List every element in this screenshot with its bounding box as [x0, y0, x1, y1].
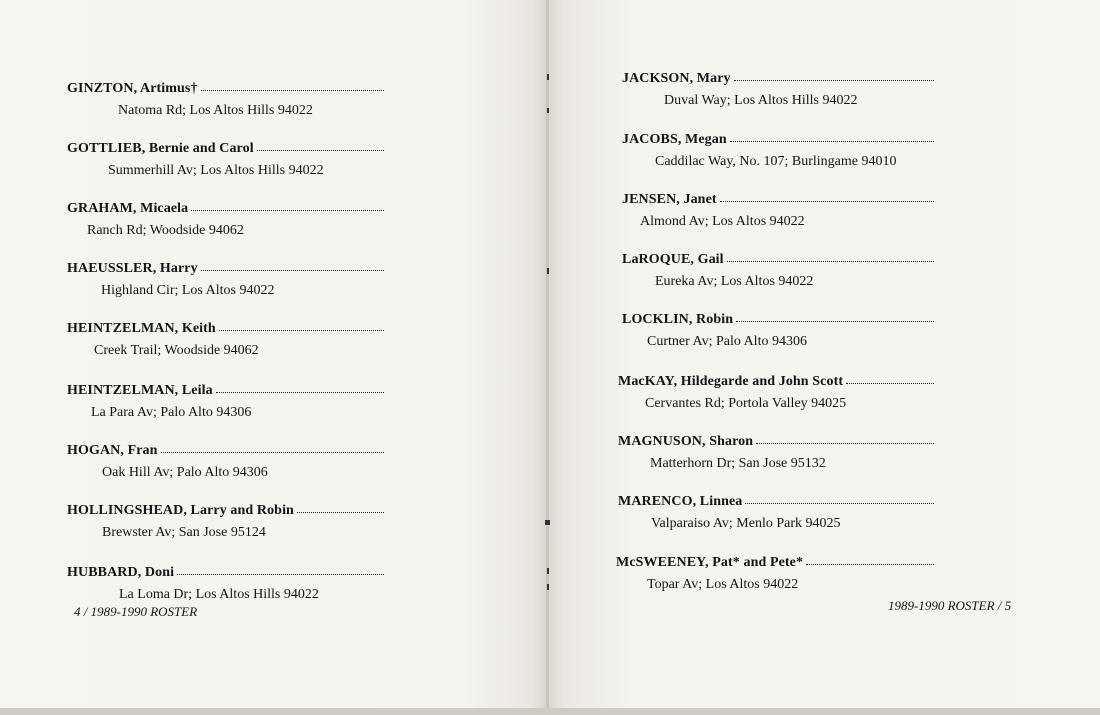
page-footer-left: 4 / 1989-1990 ROSTER: [74, 604, 198, 619]
roster-entry: [618, 493, 934, 532]
member-name: MARENCO, Linnea: [618, 494, 743, 509]
member-name: HUBBARD, Doni: [67, 565, 175, 580]
staple-mark: [547, 584, 549, 590]
roster-entry: [622, 70, 934, 109]
dot-leader: [727, 251, 934, 262]
member-name: GOTTLIEB, Bernie and Carol: [67, 141, 254, 156]
dot-leader: [745, 493, 934, 504]
member-name: GINZTON, Artimus†: [67, 81, 198, 96]
roster-entry: [622, 311, 934, 350]
member-name: McSWEENEY, Pat* and Pete*: [616, 555, 804, 570]
dot-leader: [161, 442, 384, 453]
roster-entry: [67, 320, 384, 359]
dot-leader: [201, 80, 384, 91]
member-name: HEINTZELMAN, Leila: [67, 383, 213, 398]
dot-leader: [730, 131, 934, 142]
staple-mark: [547, 568, 549, 574]
staple-mark: [545, 520, 550, 525]
roster-entry: [622, 131, 934, 170]
roster-entry: [67, 442, 384, 481]
member-name: HOGAN, Fran: [67, 443, 158, 458]
member-address: Ranch Rd; Woodside 94062: [87, 223, 244, 238]
dot-leader: [257, 140, 384, 151]
member-name: LOCKLIN, Robin: [622, 312, 734, 327]
page-bottom-edge: [0, 708, 1100, 715]
dot-leader: [219, 320, 384, 331]
member-address: Matterhorn Dr; San Jose 95132: [650, 456, 826, 471]
member-name: GRAHAM, Micaela: [67, 201, 189, 216]
member-address: Caddilac Way, No. 107; Burlingame 94010: [655, 154, 897, 169]
member-address: Natoma Rd; Los Altos Hills 94022: [118, 103, 313, 118]
left-page: [0, 0, 548, 715]
member-name: HAEUSSLER, Harry: [67, 261, 198, 276]
roster-entry: [616, 554, 934, 593]
member-address: Brewster Av; San Jose 95124: [102, 525, 266, 540]
roster-entry: [67, 260, 384, 299]
roster-entry: [67, 564, 384, 603]
member-name: MAGNUSON, Sharon: [618, 434, 754, 449]
member-address: Almond Av; Los Altos 94022: [640, 214, 805, 229]
roster-entry: [622, 191, 934, 230]
dot-leader: [756, 433, 934, 444]
member-address: Cervantes Rd; Portola Valley 94025: [645, 396, 847, 411]
dot-leader: [806, 554, 934, 565]
member-address: Topar Av; Los Altos 94022: [647, 577, 799, 592]
member-address: Valparaiso Av; Menlo Park 94025: [651, 516, 841, 531]
member-address: Summerhill Av; Los Altos Hills 94022: [108, 163, 324, 178]
member-address: Duval Way; Los Altos Hills 94022: [664, 93, 858, 108]
member-name: JENSEN, Janet: [622, 192, 717, 207]
staple-mark: [547, 108, 549, 113]
page-footer-right: 1989-1990 ROSTER / 5: [888, 598, 1012, 613]
roster-entry: [67, 140, 384, 179]
member-address: La Loma Dr; Los Altos Hills 94022: [119, 587, 319, 602]
member-name: JACKSON, Mary: [622, 71, 731, 86]
member-address: Curtner Av; Palo Alto 94306: [647, 334, 807, 349]
staple-mark: [547, 268, 549, 274]
dot-leader: [734, 70, 934, 81]
dot-leader: [720, 191, 934, 202]
roster-entry: [622, 251, 934, 290]
roster-entry: [67, 382, 384, 421]
member-name: HOLLINGSHEAD, Larry and Robin: [67, 503, 294, 518]
dot-leader: [201, 260, 384, 271]
roster-entry: [618, 433, 934, 472]
member-address: La Para Av; Palo Alto 94306: [91, 405, 252, 420]
dot-leader: [216, 382, 384, 393]
staple-mark: [547, 74, 549, 80]
dot-leader: [191, 200, 384, 211]
dot-leader: [177, 564, 384, 575]
dot-leader: [846, 373, 934, 384]
member-address: Eureka Av; Los Altos 94022: [655, 274, 814, 289]
member-address: Creek Trail; Woodside 94062: [94, 343, 259, 358]
roster-entry: [67, 200, 384, 239]
member-address: Oak Hill Av; Palo Alto 94306: [102, 465, 268, 480]
member-name: MacKAY, Hildegarde and John Scott: [618, 374, 844, 389]
roster-entry: [618, 373, 934, 412]
roster-entry: [67, 80, 384, 119]
dot-leader: [736, 311, 934, 322]
roster-entry: [67, 502, 384, 541]
right-page: [548, 0, 1100, 715]
dot-leader: [297, 502, 384, 513]
member-name: HEINTZELMAN, Keith: [67, 321, 216, 336]
member-name: JACOBS, Megan: [622, 132, 727, 147]
member-address: Highland Cir; Los Altos 94022: [101, 283, 275, 298]
member-name: LaROQUE, Gail: [622, 252, 724, 267]
